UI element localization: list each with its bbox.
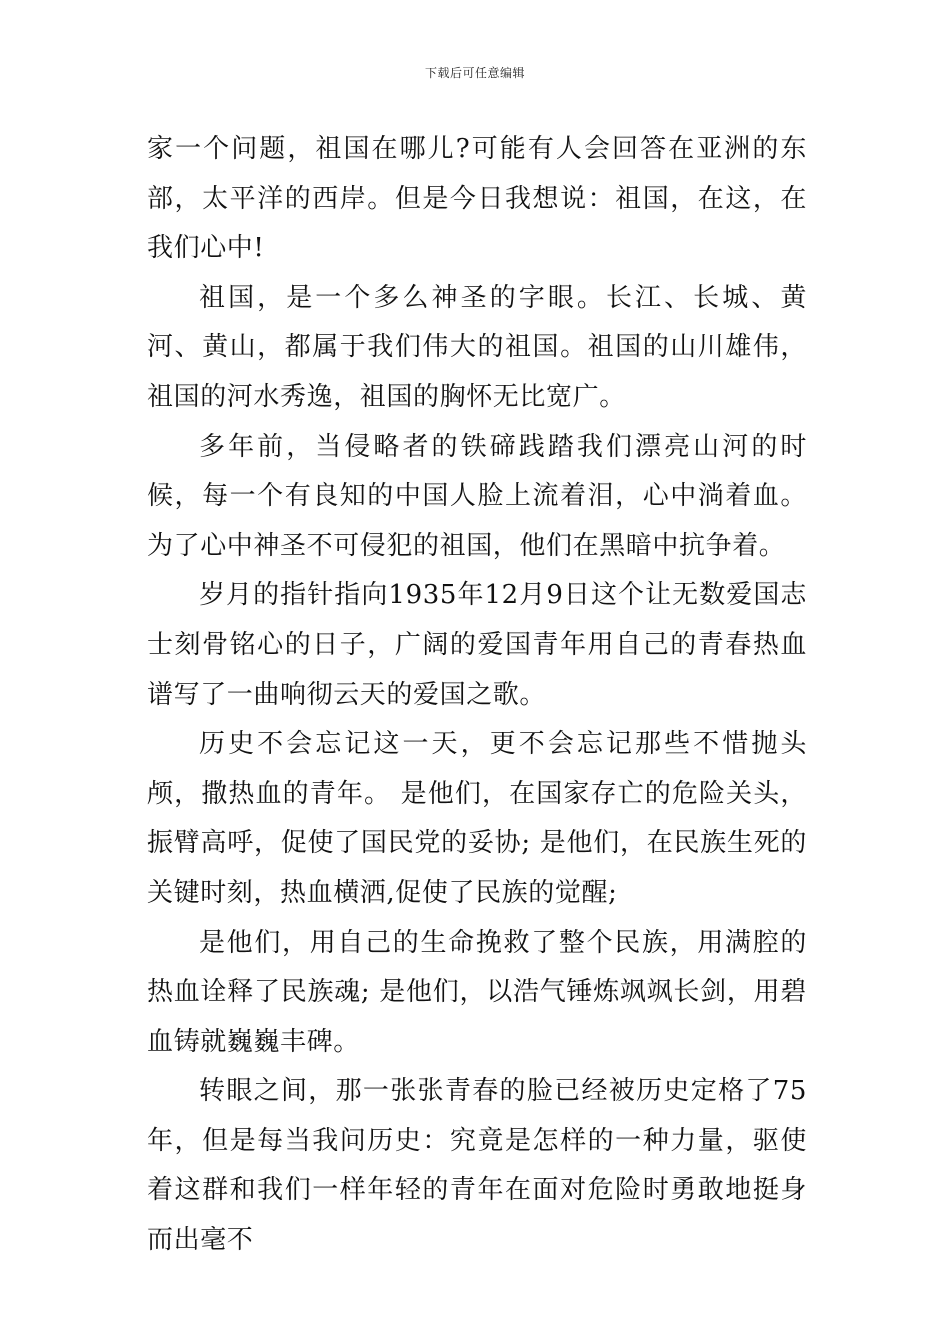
paragraph-5: 历史不会忘记这一天，更不会忘记那些不惜抛头颅，撒热血的青年。 是他们，在国家存亡的危险关头，振臂高呼，促使了国民党的妥协; 是他们，在民族生死的关键时刻，热血横洒,促使了民族的觉醒; — [147, 729, 807, 908]
paragraph-3: 多年前，当侵略者的铁碲践踏我们漂亮山河的时候，每一个有良知的中国人脸上流着泪，心中淌着血。为了心中神圣不可侵犯的祖国，他们在黑暗中抗争着。 — [147, 431, 807, 561]
document-body — [147, 125, 807, 1266]
paragraph-2: 祖国，是一个多么神圣的字眼。长江、长城、黄河、黄山，都属于我们伟大的祖国。祖国的山川雄伟，祖国的河水秀逸，祖国的胸怀无比宽广。 — [147, 282, 807, 412]
paragraph-4: 岁月的指针指向1935年12月9日这个让无数爱国志士刻骨铭心的日子，广阔的爱国青年用自己的青春热血谱写了一曲响彻云天的爱国之歌。 — [147, 580, 807, 710]
paragraph-1: 家一个问题，祖国在哪儿?可能有人会回答在亚洲的东部，太平洋的西岸。但是今日我想说：祖国，在这，在我们心中! — [147, 134, 807, 264]
page-header: 下载后可任意编辑 — [424, 66, 525, 80]
paragraph-6: 是他们，用自己的生命挽救了整个民族，用满腔的热血诠释了民族魂; 是他们，以浩气锤炼飒飒长剑，用碧血铸就巍巍丰碑。 — [147, 927, 807, 1057]
paragraph-7: 转眼之间，那一张张青春的脸已经被历史定格了75年，但是每当我问历史：究竟是怎样的一种力量，驱使着这群和我们一样年轻的青年在面对危险时勇敢地挺身而出毫不 — [147, 1076, 807, 1256]
